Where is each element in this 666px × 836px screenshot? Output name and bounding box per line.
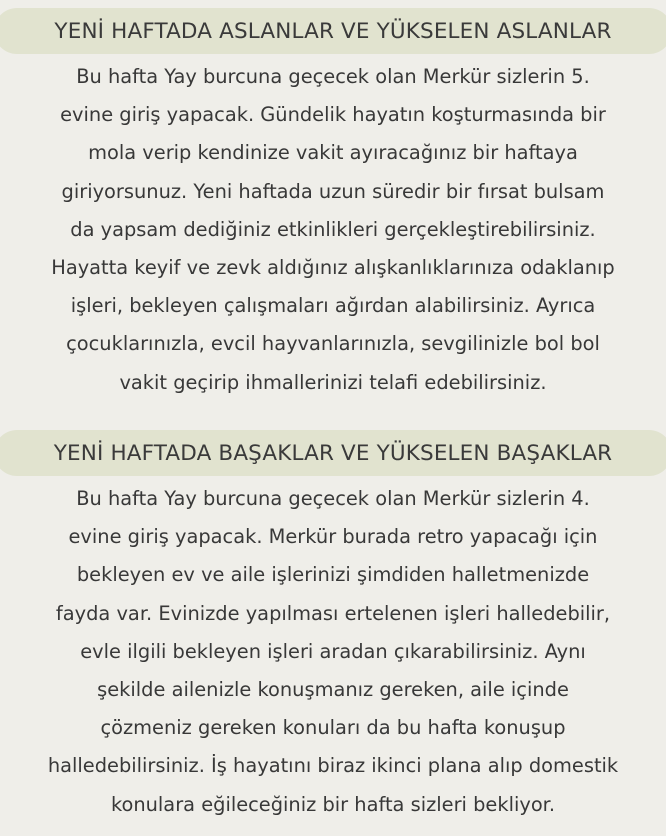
body-line: evine giriş yapacak. Gündelik hayatın koşturmasında bir: [60, 103, 606, 127]
body-line: şekilde ailenizle konuşmanız gereken, aile içinde: [97, 678, 569, 702]
section-body: [0, 480, 666, 824]
section-basaklar: [0, 430, 666, 824]
body-line: Hayatta keyif ve zevk aldığınız alışkanlıklarınıza odaklanıp: [51, 256, 615, 280]
body-line: çocuklarınızla, evcil hayvanlarınızla, sevgilinizle bol bol: [66, 332, 600, 356]
body-line: vakit geçirip ihmallerinizi telafi edebilirsiniz.: [119, 370, 547, 394]
body-line: bekleyen ev ve aile işlerinizi şimdiden halletmenizde: [76, 563, 590, 587]
body-line: konulara eğileceğiniz bir hafta sizleri bekliyor.: [110, 792, 556, 816]
body-line: halledebilirsiniz. İş hayatını biraz ikinci plana alıp domestik: [47, 754, 619, 778]
section-heading: YENİ HAFTADA ASLANLAR VE YÜKSELEN ASLANLAR: [0, 8, 666, 54]
body-line: giriyorsunuz. Yeni haftada uzun süredir bir fırsat bulsam: [61, 179, 605, 203]
body-line: evle ilgili bekleyen işleri aradan çıkarabilirsiniz. Aynı: [80, 639, 586, 663]
section-aslanlar: [0, 8, 666, 402]
body-line: çözmeniz gereken konuları da bu hafta konuşup: [100, 716, 566, 740]
body-line: mola verip kendinize vakit ayıracağınız bir haftaya: [88, 141, 578, 165]
section-body: [0, 58, 666, 402]
body-line: da yapsam dediğiniz etkinlikleri gerçekleştirebilirsiniz.: [70, 217, 596, 241]
body-line: işleri, bekleyen çalışmaları ağırdan alabilirsiniz. Ayrıca: [70, 294, 596, 318]
body-line: Bu hafta Yay burcuna geçecek olan Merkür sizlerin 5.: [76, 65, 590, 88]
body-line: Bu hafta Yay burcuna geçecek olan Merkür sizlerin 4.: [76, 487, 590, 510]
section-heading: YENİ HAFTADA BAŞAKLAR VE YÜKSELEN BAŞAKLAR: [0, 430, 666, 476]
body-line: evine giriş yapacak. Merkür burada retro yapacağı için: [68, 525, 598, 549]
body-line: fayda var. Evinizde yapılması ertelenen işleri halledebilir,: [55, 601, 611, 625]
